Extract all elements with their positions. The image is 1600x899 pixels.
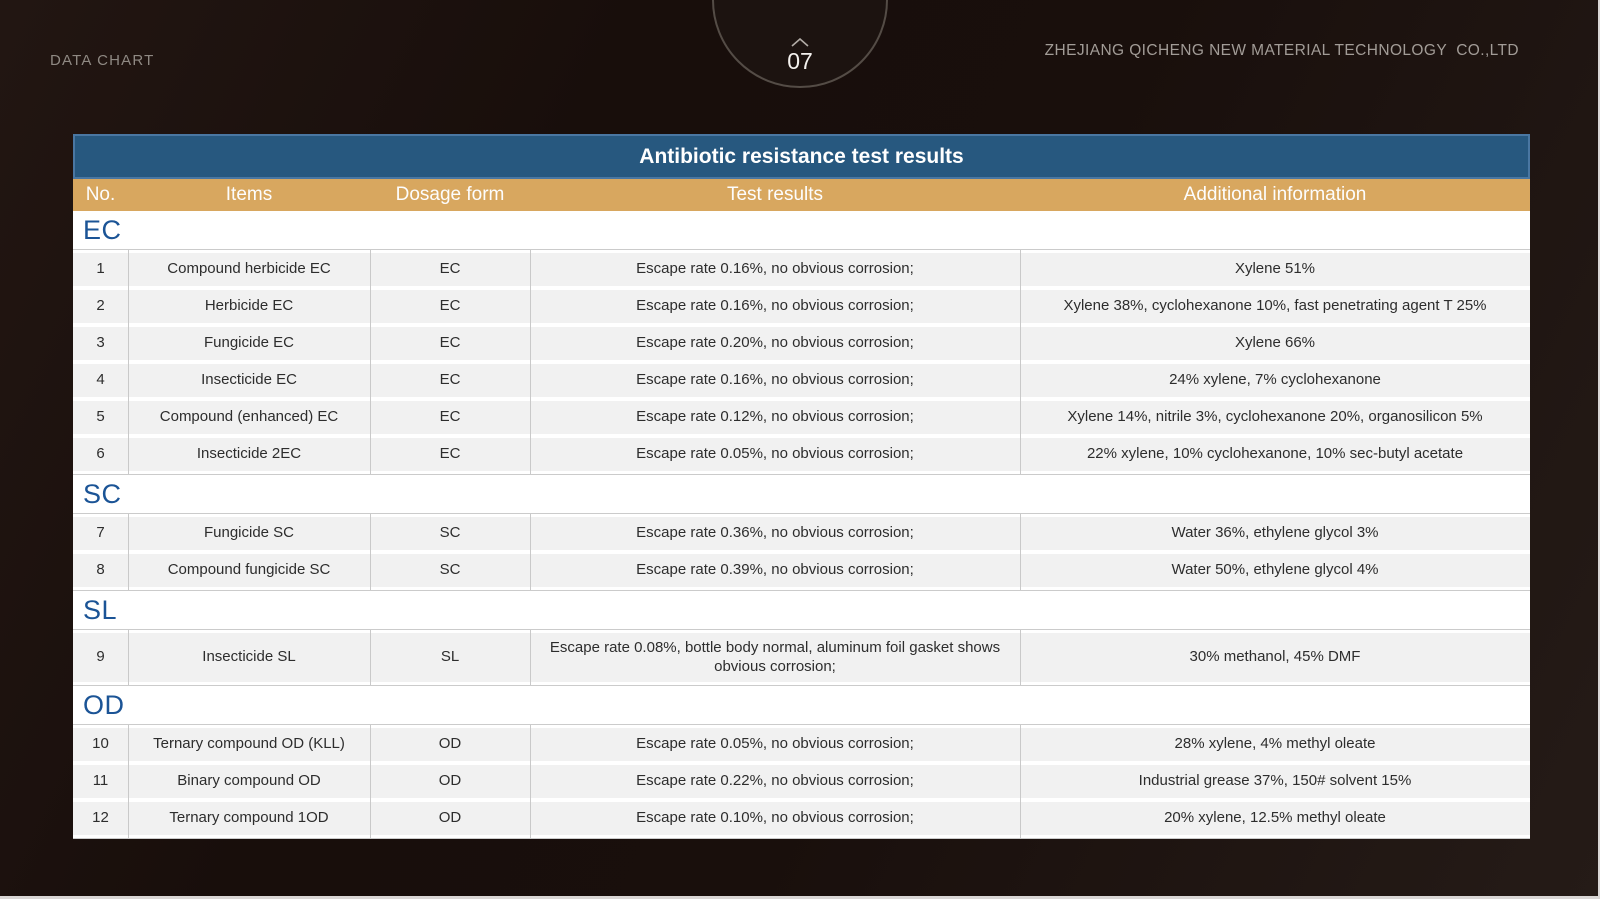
cell-item: Compound (enhanced) EC xyxy=(159,408,339,426)
table-row xyxy=(73,401,1530,434)
table-title: Antibiotic resistance test results xyxy=(73,134,1530,179)
cell-result: Escape rate 0.36%, no obvious corrosion; xyxy=(636,524,914,542)
column-header-dosage-form: Dosage form xyxy=(395,184,505,205)
cell-item: Herbicide EC xyxy=(204,297,294,315)
cell-item: Compound herbicide EC xyxy=(167,260,331,278)
cell-item: Insecticide EC xyxy=(201,371,297,389)
cell-no: 2 xyxy=(96,297,105,315)
table-header-row xyxy=(73,179,1530,211)
section-header-od: OD xyxy=(73,686,1530,724)
cell-result: Escape rate 0.39%, no obvious corrosion; xyxy=(636,561,914,579)
cell-form: EC xyxy=(439,371,461,389)
cell-info: Water 50%, ethylene glycol 4% xyxy=(1171,561,1379,579)
cell-form: EC xyxy=(439,297,461,315)
table-row xyxy=(73,253,1530,286)
cell-no: 6 xyxy=(96,445,105,463)
cell-item: Ternary compound OD (KLL) xyxy=(153,735,345,753)
cell-form: OD xyxy=(438,772,462,790)
table-row xyxy=(73,765,1530,798)
cell-result: Escape rate 0.16%, no obvious corrosion; xyxy=(636,260,914,278)
cell-no: 8 xyxy=(96,561,105,579)
cell-result: Escape rate 0.10%, no obvious corrosion; xyxy=(636,809,914,827)
cell-result: Escape rate 0.05%, no obvious corrosion; xyxy=(636,445,914,463)
cell-info: Industrial grease 37%, 150# solvent 15% xyxy=(1138,772,1412,790)
table-row xyxy=(73,290,1530,323)
cell-no: 11 xyxy=(92,772,109,790)
cell-item: Compound fungicide SC xyxy=(167,561,331,579)
cell-item: Fungicide SC xyxy=(203,524,295,542)
cell-form: SC xyxy=(439,524,461,542)
table-row xyxy=(73,327,1530,360)
cell-form: SC xyxy=(439,561,461,579)
cell-result: Escape rate 0.08%, bottle body normal, aluminum foil gasket shows obvious corrosion; xyxy=(549,638,1001,675)
cell-form: EC xyxy=(439,260,461,278)
cell-no: 12 xyxy=(92,809,109,827)
cell-item: Insecticide 2EC xyxy=(196,445,302,463)
cell-no: 3 xyxy=(96,334,105,352)
section-rows-od xyxy=(73,724,1530,839)
page-number: 07 xyxy=(787,48,813,74)
cell-no: 10 xyxy=(92,735,109,753)
table-row xyxy=(73,364,1530,397)
page-number-circle xyxy=(712,0,888,88)
cell-form: SL xyxy=(440,648,460,666)
cell-info: 28% xylene, 4% methyl oleate xyxy=(1174,735,1376,753)
table-body xyxy=(73,211,1530,839)
cell-form: OD xyxy=(438,809,462,827)
cell-no: 5 xyxy=(96,408,105,426)
cell-item: Ternary compound 1OD xyxy=(169,809,329,827)
cell-info: Xylene 66% xyxy=(1234,334,1316,352)
cell-no: 4 xyxy=(96,371,105,389)
cell-item: Insecticide SL xyxy=(202,648,296,666)
table-row xyxy=(73,554,1530,587)
cell-form: EC xyxy=(439,334,461,352)
section-header-sc: SC xyxy=(73,475,1530,513)
cell-no: 1 xyxy=(96,260,105,278)
cell-result: Escape rate 0.12%, no obvious corrosion; xyxy=(636,408,914,426)
results-table xyxy=(73,134,1530,839)
cell-result: Escape rate 0.16%, no obvious corrosion; xyxy=(636,371,914,389)
table-row xyxy=(73,438,1530,471)
table-row xyxy=(73,633,1530,682)
cell-info: Xylene 51% xyxy=(1234,260,1316,278)
cell-info: Xylene 38%, cyclohexanone 10%, fast penetrating agent T 25% xyxy=(1063,297,1487,315)
section-rows-sc xyxy=(73,513,1530,591)
cell-info: 22% xylene, 10% cyclohexanone, 10% sec-butyl acetate xyxy=(1086,445,1464,463)
cell-result: Escape rate 0.05%, no obvious corrosion; xyxy=(636,735,914,753)
section-rows-sl xyxy=(73,629,1530,686)
cell-result: Escape rate 0.16%, no obvious corrosion; xyxy=(636,297,914,315)
table-row xyxy=(73,728,1530,761)
company-name: ZHEJIANG QICHENG NEW MATERIAL TECHNOLOGY CO.,LTD xyxy=(1044,42,1519,59)
cell-form: OD xyxy=(438,735,462,753)
cell-form: EC xyxy=(439,408,461,426)
chevron-up-icon xyxy=(790,38,810,47)
cell-no: 9 xyxy=(96,648,105,666)
cell-info: 24% xylene, 7% cyclohexanone xyxy=(1169,371,1381,389)
section-header-ec: EC xyxy=(73,211,1530,249)
slide-tag: DATA CHART xyxy=(50,52,155,69)
column-header-test-results: Test results xyxy=(726,184,824,205)
cell-info: Xylene 14%, nitrile 3%, cyclohexanone 20%, organosilicon 5% xyxy=(1067,408,1483,426)
cell-result: Escape rate 0.22%, no obvious corrosion; xyxy=(636,772,914,790)
cell-info: Water 36%, ethylene glycol 3% xyxy=(1171,524,1379,542)
table-row xyxy=(73,517,1530,550)
cell-item: Fungicide EC xyxy=(203,334,295,352)
column-header-no: No. xyxy=(85,184,116,205)
column-header-additional-information: Additional information xyxy=(1183,184,1367,205)
cell-info: 20% xylene, 12.5% methyl oleate xyxy=(1164,809,1386,827)
column-header-items: Items xyxy=(225,184,273,205)
table-row xyxy=(73,802,1530,835)
cell-result: Escape rate 0.20%, no obvious corrosion; xyxy=(636,334,914,352)
cell-info: 30% methanol, 45% DMF xyxy=(1189,648,1361,666)
section-header-sl: SL xyxy=(73,591,1530,629)
section-rows-ec xyxy=(73,249,1530,475)
cell-item: Binary compound OD xyxy=(177,772,321,790)
cell-form: EC xyxy=(439,445,461,463)
cell-no: 7 xyxy=(96,524,105,542)
